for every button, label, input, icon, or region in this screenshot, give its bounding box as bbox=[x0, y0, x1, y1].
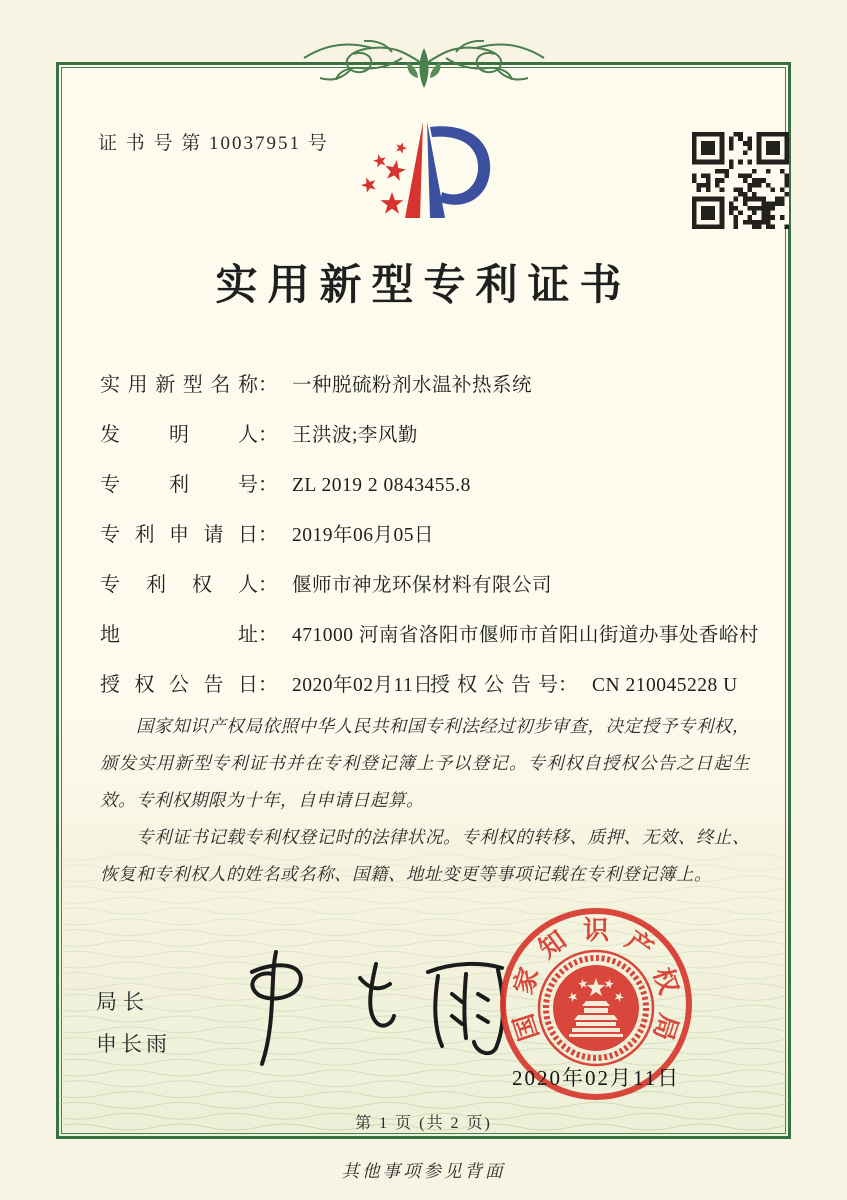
field-value: 2019年06月05日 bbox=[292, 525, 435, 546]
star-icon bbox=[361, 177, 376, 192]
field-value: CN 210045228 U bbox=[592, 675, 738, 696]
qr-code bbox=[692, 132, 789, 229]
seal-arc-character: 国 bbox=[508, 1009, 544, 1044]
field-colon: ： bbox=[258, 474, 278, 496]
director-title-label: 局长 bbox=[96, 990, 150, 1014]
field-label: 授 权 公 告 日 bbox=[100, 674, 258, 696]
seal-date: 2020年02月11日 bbox=[512, 1066, 681, 1090]
page-number: 第 1 页 (共 2 页) bbox=[355, 1115, 492, 1132]
field-value: 471000 河南省洛阳市偃师市首阳山街道办事处香峪村 bbox=[292, 625, 759, 646]
field-label: 专 利 号 bbox=[100, 474, 258, 496]
field-colon: ： bbox=[258, 624, 278, 646]
field-colon: ： bbox=[258, 424, 278, 446]
field-label: 专 利 权 人 bbox=[100, 574, 258, 596]
certificate-number: 证 书 号 第 10037951 号 bbox=[98, 133, 329, 154]
field-colon: ： bbox=[558, 674, 578, 696]
field-colon: ： bbox=[258, 374, 278, 396]
seal-arc-character: 家 bbox=[508, 964, 544, 999]
director-name-label: 申长雨 bbox=[96, 1032, 171, 1056]
certificate-title: 实用新型专利证书 bbox=[215, 263, 632, 309]
field-value: ZL 2019 2 0843455.8 bbox=[292, 475, 471, 496]
legal-paragraph: 国家知识产权局依照中华人民共和国专利法经过初步审查，决定授予专利权，颁发实用新型专利证书并在专利登记簿上予以登记。专利权自授权公告之日起生效。专利权期限为十年，自申请日起算。 bbox=[100, 716, 750, 810]
field-value: 偃师市神龙环保材料有限公司 bbox=[292, 575, 553, 596]
star-icon bbox=[385, 160, 406, 181]
field-row bbox=[100, 468, 760, 518]
field-colon: ： bbox=[258, 574, 278, 596]
field-row bbox=[100, 418, 760, 468]
field-label: 地 址 bbox=[100, 624, 258, 646]
seal-arc-character: 知 bbox=[533, 925, 572, 964]
field-label: 授 权 公 告 号 bbox=[430, 674, 558, 696]
seal-arc-character: 权 bbox=[648, 964, 684, 999]
field-row bbox=[100, 568, 760, 618]
seal-arc-character: 产 bbox=[620, 925, 659, 964]
field-row bbox=[100, 368, 760, 418]
flourish-center-leaf bbox=[420, 48, 429, 88]
field-label: 发 明 人 bbox=[100, 424, 258, 446]
field-second-column bbox=[430, 668, 738, 697]
seal-arc-character: 局 bbox=[648, 1009, 684, 1044]
field-value: 2020年02月11日 bbox=[292, 675, 434, 696]
seal-arc-character: 识 bbox=[582, 916, 609, 945]
field-colon: ： bbox=[258, 524, 278, 546]
field-row bbox=[100, 518, 760, 568]
green-dragon-flourish-icon bbox=[296, 34, 552, 96]
back-side-note: 其他事项参见背面 bbox=[341, 1161, 506, 1181]
cnipa-logo-icon bbox=[350, 114, 510, 238]
legal-paragraph: 专利证书记载专利权登记时的法律状况。专利权的转移、质押、无效、终止、恢复和专利权人的姓名或名称、国籍、地址变更等事项记载在专利登记簿上。 bbox=[100, 827, 750, 884]
field-row bbox=[100, 618, 760, 668]
field-value: 王洪波;李风勤 bbox=[292, 425, 418, 446]
field-label: 实 用 新 型 名 称 bbox=[100, 374, 258, 396]
field-colon: ： bbox=[258, 674, 278, 696]
field-label: 专 利 申 请 日 bbox=[100, 524, 258, 546]
director-signature-icon bbox=[210, 938, 540, 1078]
legal-text bbox=[100, 708, 750, 893]
field-value: 一种脱硫粉剂水温补热系统 bbox=[292, 375, 533, 396]
certificate-fields bbox=[100, 368, 760, 718]
star-icon bbox=[396, 142, 407, 153]
national-emblem-icon bbox=[536, 948, 656, 1068]
star-icon bbox=[381, 192, 404, 214]
star-icon bbox=[373, 154, 386, 167]
